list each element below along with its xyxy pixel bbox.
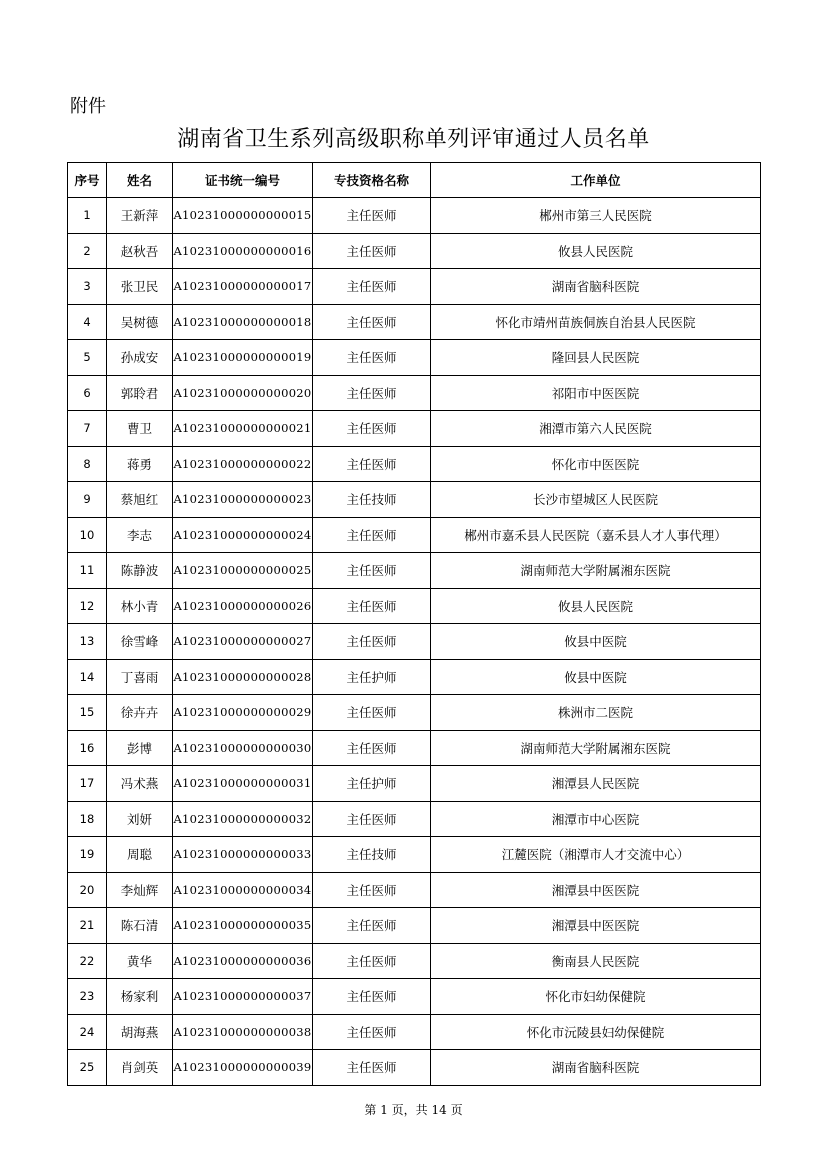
cell-unit: 株洲市二医院 — [431, 695, 761, 731]
table-header-row — [68, 163, 761, 198]
table-row — [68, 446, 761, 482]
cell-qualification: 主任技师 — [313, 482, 431, 518]
cell-qualification: 主任医师 — [313, 588, 431, 624]
cell-seq: 18 — [68, 801, 107, 837]
cell-cert-no: A10231000000000033 — [173, 837, 313, 873]
cell-seq: 10 — [68, 517, 107, 553]
cell-name: 孙成安 — [107, 340, 173, 376]
cell-name: 郭聆君 — [107, 375, 173, 411]
cell-qualification: 主任技师 — [313, 837, 431, 873]
table-row — [68, 872, 761, 908]
cell-qualification: 主任医师 — [313, 553, 431, 589]
cell-seq: 12 — [68, 588, 107, 624]
column-header-name: 姓名 — [107, 163, 173, 198]
cell-cert-no: A10231000000000022 — [173, 446, 313, 482]
cell-name: 黄华 — [107, 943, 173, 979]
cell-unit: 湖南师范大学附属湘东医院 — [431, 553, 761, 589]
cell-qualification: 主任医师 — [313, 801, 431, 837]
cell-name: 林小青 — [107, 588, 173, 624]
cell-name: 杨家利 — [107, 979, 173, 1015]
cell-name: 彭博 — [107, 730, 173, 766]
cell-unit: 攸县人民医院 — [431, 588, 761, 624]
cell-cert-no: A10231000000000037 — [173, 979, 313, 1015]
cell-name: 胡海燕 — [107, 1014, 173, 1050]
cell-cert-no: A10231000000000034 — [173, 872, 313, 908]
cell-unit: 江麓医院（湘潭市人才交流中心） — [431, 837, 761, 873]
cell-unit: 湖南省脑科医院 — [431, 1050, 761, 1086]
table-row — [68, 908, 761, 944]
column-header-unit: 工作单位 — [431, 163, 761, 198]
cell-cert-no: A10231000000000016 — [173, 233, 313, 269]
cell-qualification: 主任护师 — [313, 659, 431, 695]
cell-unit: 怀化市中医医院 — [431, 446, 761, 482]
cell-qualification: 主任医师 — [313, 340, 431, 376]
table-row — [68, 730, 761, 766]
cell-qualification: 主任医师 — [313, 375, 431, 411]
cell-unit: 攸县人民医院 — [431, 233, 761, 269]
table-row — [68, 233, 761, 269]
cell-seq: 4 — [68, 304, 107, 340]
cell-cert-no: A10231000000000036 — [173, 943, 313, 979]
cell-cert-no: A10231000000000018 — [173, 304, 313, 340]
cell-name: 李志 — [107, 517, 173, 553]
cell-name: 刘妍 — [107, 801, 173, 837]
cell-name: 吴树德 — [107, 304, 173, 340]
cell-qualification: 主任医师 — [313, 517, 431, 553]
cell-name: 赵秋吾 — [107, 233, 173, 269]
column-header-cert-no: 证书统一编号 — [173, 163, 313, 198]
cell-cert-no: A10231000000000030 — [173, 730, 313, 766]
cell-unit: 怀化市妇幼保健院 — [431, 979, 761, 1015]
cell-name: 冯术燕 — [107, 766, 173, 802]
table-row — [68, 1050, 761, 1086]
cell-cert-no: A10231000000000019 — [173, 340, 313, 376]
table-body — [68, 198, 761, 1086]
cell-seq: 2 — [68, 233, 107, 269]
cell-qualification: 主任医师 — [313, 943, 431, 979]
cell-unit: 长沙市望城区人民医院 — [431, 482, 761, 518]
cell-unit: 湖南省脑科医院 — [431, 269, 761, 305]
cell-qualification: 主任医师 — [313, 695, 431, 731]
cell-unit: 攸县中医院 — [431, 659, 761, 695]
cell-seq: 1 — [68, 198, 107, 234]
cell-cert-no: A10231000000000029 — [173, 695, 313, 731]
cell-seq: 21 — [68, 908, 107, 944]
cell-seq: 7 — [68, 411, 107, 447]
cell-cert-no: A10231000000000023 — [173, 482, 313, 518]
table-row — [68, 1014, 761, 1050]
cell-name: 陈静波 — [107, 553, 173, 589]
cell-unit: 湘潭市第六人民医院 — [431, 411, 761, 447]
cell-unit: 郴州市嘉禾县人民医院（嘉禾县人才人事代理） — [431, 517, 761, 553]
cell-qualification: 主任医师 — [313, 233, 431, 269]
cell-unit: 湘潭县人民医院 — [431, 766, 761, 802]
cell-seq: 17 — [68, 766, 107, 802]
table-row — [68, 482, 761, 518]
cell-name: 曹卫 — [107, 411, 173, 447]
table-row — [68, 837, 761, 873]
cell-cert-no: A10231000000000015 — [173, 198, 313, 234]
cell-cert-no: A10231000000000038 — [173, 1014, 313, 1050]
table-row — [68, 766, 761, 802]
cell-cert-no: A10231000000000028 — [173, 659, 313, 695]
cell-qualification: 主任医师 — [313, 411, 431, 447]
cell-seq: 14 — [68, 659, 107, 695]
table-row — [68, 517, 761, 553]
cell-unit: 祁阳市中医医院 — [431, 375, 761, 411]
cell-seq: 11 — [68, 553, 107, 589]
cell-unit: 攸县中医院 — [431, 624, 761, 660]
cell-name: 徐雪峰 — [107, 624, 173, 660]
table-row — [68, 269, 761, 305]
cell-name: 陈石清 — [107, 908, 173, 944]
cell-seq: 13 — [68, 624, 107, 660]
table-row — [68, 624, 761, 660]
cell-seq: 16 — [68, 730, 107, 766]
column-header-qualification: 专技资格名称 — [313, 163, 431, 198]
cell-cert-no: A10231000000000020 — [173, 375, 313, 411]
attachment-label: 附件 — [70, 96, 106, 117]
table-row — [68, 659, 761, 695]
cell-seq: 3 — [68, 269, 107, 305]
cell-qualification: 主任医师 — [313, 198, 431, 234]
cell-cert-no: A10231000000000025 — [173, 553, 313, 589]
cell-seq: 20 — [68, 872, 107, 908]
cell-name: 李灿辉 — [107, 872, 173, 908]
cell-seq: 23 — [68, 979, 107, 1015]
cell-name: 徐卉卉 — [107, 695, 173, 731]
cell-cert-no: A10231000000000026 — [173, 588, 313, 624]
table-row — [68, 375, 761, 411]
cell-qualification: 主任医师 — [313, 1014, 431, 1050]
cell-seq: 19 — [68, 837, 107, 873]
cell-name: 周聪 — [107, 837, 173, 873]
cell-name: 张卫民 — [107, 269, 173, 305]
cell-qualification: 主任护师 — [313, 766, 431, 802]
cell-name: 肖剑英 — [107, 1050, 173, 1086]
cell-cert-no: A10231000000000027 — [173, 624, 313, 660]
table-row — [68, 695, 761, 731]
cell-cert-no: A10231000000000039 — [173, 1050, 313, 1086]
cell-unit: 湘潭市中心医院 — [431, 801, 761, 837]
cell-seq: 24 — [68, 1014, 107, 1050]
cell-cert-no: A10231000000000021 — [173, 411, 313, 447]
table-row — [68, 979, 761, 1015]
cell-name: 王新萍 — [107, 198, 173, 234]
cell-unit: 郴州市第三人民医院 — [431, 198, 761, 234]
cell-cert-no: A10231000000000024 — [173, 517, 313, 553]
cell-cert-no: A10231000000000017 — [173, 269, 313, 305]
document-title: 湖南省卫生系列高级职称单列评审通过人员名单 — [177, 127, 650, 152]
cell-qualification: 主任医师 — [313, 908, 431, 944]
cell-unit: 隆回县人民医院 — [431, 340, 761, 376]
cell-unit: 湘潭县中医医院 — [431, 872, 761, 908]
column-header-seq: 序号 — [68, 163, 107, 198]
roster-table — [67, 162, 761, 1086]
table-row — [68, 943, 761, 979]
cell-qualification: 主任医师 — [313, 446, 431, 482]
cell-unit: 湖南师范大学附属湘东医院 — [431, 730, 761, 766]
cell-unit: 怀化市靖州苗族侗族自治县人民医院 — [431, 304, 761, 340]
cell-qualification: 主任医师 — [313, 304, 431, 340]
cell-qualification: 主任医师 — [313, 872, 431, 908]
table-row — [68, 198, 761, 234]
cell-seq: 9 — [68, 482, 107, 518]
cell-name: 蔡旭红 — [107, 482, 173, 518]
cell-seq: 6 — [68, 375, 107, 411]
cell-qualification: 主任医师 — [313, 269, 431, 305]
cell-seq: 5 — [68, 340, 107, 376]
cell-cert-no: A10231000000000035 — [173, 908, 313, 944]
cell-seq: 8 — [68, 446, 107, 482]
cell-name: 蒋勇 — [107, 446, 173, 482]
table-row — [68, 304, 761, 340]
cell-cert-no: A10231000000000031 — [173, 766, 313, 802]
cell-cert-no: A10231000000000032 — [173, 801, 313, 837]
table-row — [68, 588, 761, 624]
table-row — [68, 411, 761, 447]
cell-qualification: 主任医师 — [313, 1050, 431, 1086]
cell-seq: 15 — [68, 695, 107, 731]
cell-unit: 衡南县人民医院 — [431, 943, 761, 979]
table-row — [68, 340, 761, 376]
cell-qualification: 主任医师 — [313, 730, 431, 766]
cell-unit: 湘潭县中医医院 — [431, 908, 761, 944]
cell-seq: 22 — [68, 943, 107, 979]
table-row — [68, 801, 761, 837]
page-footer: 第 1 页，共 14 页 — [364, 1103, 463, 1117]
cell-qualification: 主任医师 — [313, 979, 431, 1015]
cell-qualification: 主任医师 — [313, 624, 431, 660]
table-row — [68, 553, 761, 589]
cell-seq: 25 — [68, 1050, 107, 1086]
cell-unit: 怀化市沅陵县妇幼保健院 — [431, 1014, 761, 1050]
cell-name: 丁喜雨 — [107, 659, 173, 695]
